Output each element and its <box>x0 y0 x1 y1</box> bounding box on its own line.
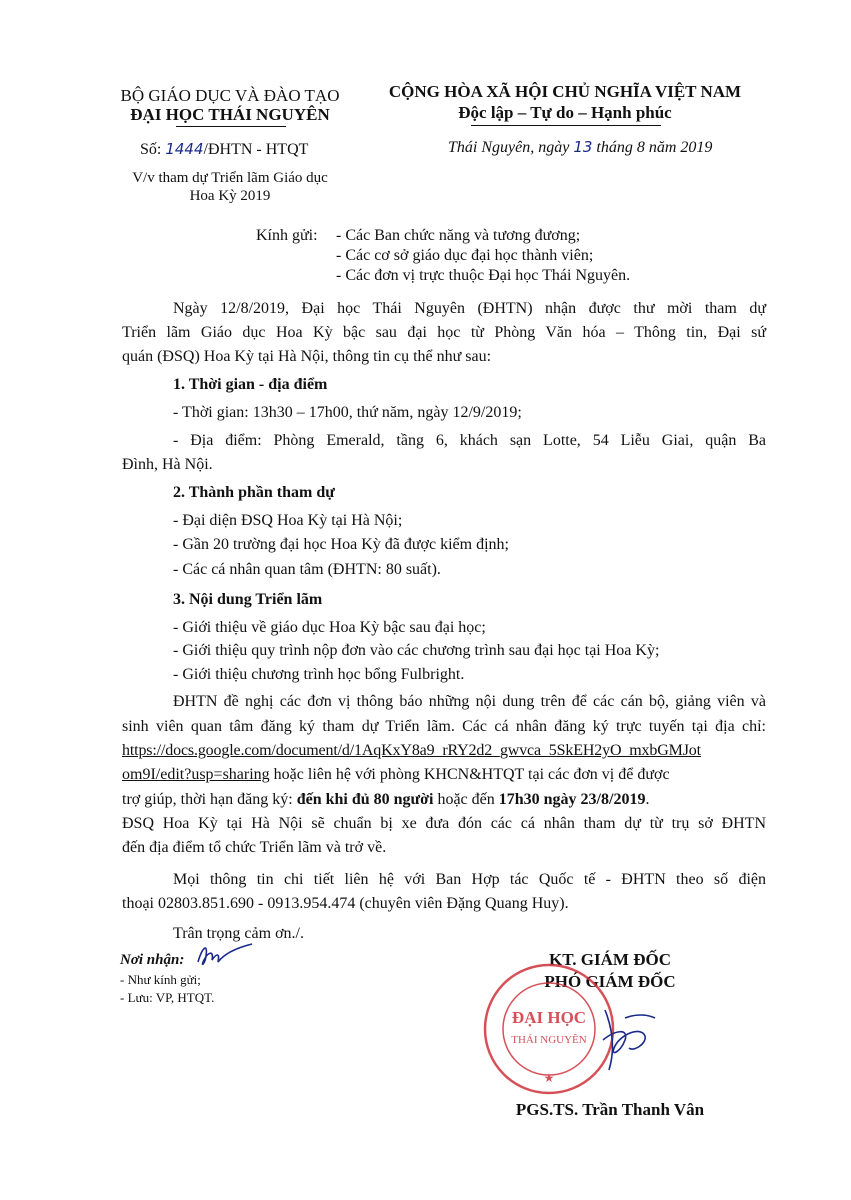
university-underline <box>176 126 286 127</box>
noi-nhan-label: Nơi nhận: <box>120 952 185 968</box>
document-number: Số: 1444/ĐHTN - HTQT <box>140 140 309 158</box>
stamp-text-2: THÁI NGUYÊN <box>511 1034 587 1046</box>
intro-line: quán (ĐSQ) Hoa Kỳ tại Hà Nội, thông tin cụ thể như sau: <box>122 348 492 365</box>
registration-link-line-2[interactable]: om9I/edit?usp=sharing <box>122 766 270 783</box>
university-name: ĐẠI HỌC THÁI NGUYÊN <box>130 105 330 124</box>
recipient-item: - Các đơn vị trực thuộc Đại học Thái Nguyên. <box>336 267 631 284</box>
request-line: ĐHTN đề nghị các đơn vị thông báo những nội dung trên để các cán bộ, giảng viên và <box>173 693 766 710</box>
stamp-text-1: ĐẠI HỌC <box>511 1008 587 1027</box>
request-line: đến địa điểm tổ chức Triển lãm và trở về. <box>122 839 387 856</box>
deadline-date: 17h30 ngày 23/8/2019 <box>498 791 646 808</box>
request-line: sinh viên quan tâm đăng ký tham dự Triển lãm. Các cá nhân đăng ký trực tuyến tại địa chỉ: <box>122 718 766 735</box>
section-3-item: - Giới thiệu chương trình học bổng Fulbright. <box>173 666 465 683</box>
section-1-place-line-1: - Địa điểm: Phòng Emerald, tầng 6, khách sạn Lotte, 54 Liễu Giai, quận Ba <box>173 432 766 449</box>
noi-nhan-item: - Lưu: VP, HTQT. <box>120 990 215 1005</box>
intro-line: Ngày 12/8/2019, Đại học Thái Nguyên (ĐHTN) nhận được thư mời tham dự <box>173 300 766 317</box>
subject-line-2: Hoa Kỳ 2019 <box>189 188 271 204</box>
contact-line: thoại 02803.851.690 - 0913.954.474 (chuyên viên Đặng Quang Huy). <box>122 895 569 912</box>
sign-title-2: PHÓ GIÁM ĐỐC <box>544 972 676 991</box>
section-3-item: - Giới thiệu quy trình nộp đơn vào các chương trình sau đại học tại Hoa Kỳ; <box>173 642 660 659</box>
intro-line: Triển lãm Giáo dục Hoa Kỳ bậc sau đại học từ Phòng Văn hóa – Thông tin, Đại sứ <box>122 324 766 341</box>
section-2-item: - Gần 20 trường đại học Hoa Kỳ đã được kiểm định; <box>173 536 509 553</box>
sign-title-1: KT. GIÁM ĐỐC <box>549 950 671 969</box>
recipients-label: Kính gửi: <box>256 227 318 244</box>
deadline-capacity: đến khi đủ 80 người <box>296 791 434 808</box>
section-1-title: 1. Thời gian - địa điểm <box>173 376 328 393</box>
motto-underline <box>471 125 661 126</box>
request-line: om9I/edit?usp=sharing hoặc liên hệ với phòng KHCN&HTQT tại các đơn vị để được <box>122 766 670 783</box>
section-1-time: - Thời gian: 13h30 – 17h00, thứ năm, ngày 12/9/2019; <box>173 404 522 421</box>
motto: Độc lập – Tự do – Hạnh phúc <box>458 103 672 122</box>
contact-line: Mọi thông tin chi tiết liên hệ với Ban Hợp tác Quốc tế - ĐHTN theo số điện <box>173 871 766 888</box>
section-1-place-line-2: Đình, Hà Nội. <box>122 456 213 473</box>
section-2-title: 2. Thành phần tham dự <box>173 484 335 501</box>
request-line: trợ giúp, thời hạn đăng ký: đến khi đủ 80 người hoặc đến 17h30 ngày 23/8/2019. <box>122 791 650 808</box>
signer-name: PGS.TS. Trần Thanh Vân <box>515 1100 705 1119</box>
handwritten-day: 13 <box>573 138 593 156</box>
svg-text:★: ★ <box>543 1071 555 1085</box>
section-2-item: - Đại diện ĐSQ Hoa Kỳ tại Hà Nội; <box>173 512 403 529</box>
initial-signature <box>190 938 260 972</box>
section-2-item: - Các cá nhân quan tâm (ĐHTN: 80 suất). <box>173 561 441 578</box>
republic-name: CỘNG HÒA XÃ HỘI CHỦ NGHĨA VIỆT NAM <box>388 82 742 101</box>
section-3-item: - Giới thiệu về giáo dục Hoa Kỳ bậc sau đại học; <box>173 619 486 636</box>
recipient-item: - Các Ban chức năng và tương đương; <box>336 227 581 244</box>
section-3-title: 3. Nội dung Triển lãm <box>173 591 323 608</box>
closing: Trân trọng cảm ơn./. <box>173 925 304 942</box>
subject-line-1: V/v tham dự Triển lãm Giáo dục <box>132 170 328 186</box>
ministry-name: BỘ GIÁO DỤC VÀ ĐÀO TẠO <box>120 86 340 105</box>
handwritten-number: 1444 <box>165 140 204 158</box>
recipient-item: - Các cơ sở giáo dục đại học thành viên; <box>336 247 594 264</box>
handwritten-signature <box>585 1000 675 1080</box>
registration-link-line-1[interactable]: https://docs.google.com/document/d/1AqKxY8a9_rRY2d2_gwvca_5SkEH2yO_mxbGMJot <box>122 742 701 759</box>
request-line: ĐSQ Hoa Kỳ tại Hà Nội sẽ chuẩn bị xe đưa đón các cá nhân tham dự từ trụ sở ĐHTN <box>122 815 766 832</box>
noi-nhan-item: - Như kính gửi; <box>120 972 201 987</box>
issue-date: Thái Nguyên, ngày 13 tháng 8 năm 2019 <box>448 138 713 156</box>
